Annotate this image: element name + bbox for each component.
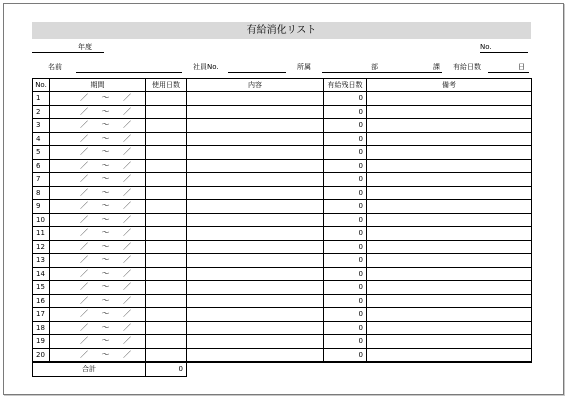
period-slash-start: ／ xyxy=(80,282,88,292)
period-tilde: ～ xyxy=(101,174,110,184)
row-notes-cell[interactable] xyxy=(367,335,532,349)
row-period-cell[interactable] xyxy=(50,267,146,281)
period-slash-start: ／ xyxy=(80,106,88,116)
department-label: 所属 xyxy=(297,63,311,71)
row-no: 18 xyxy=(33,321,50,335)
row-content-cell[interactable] xyxy=(187,321,324,335)
total-row xyxy=(33,362,532,376)
row-remaining-cell: 0 xyxy=(324,321,367,335)
row-notes-cell[interactable] xyxy=(367,105,532,119)
period-tilde: ～ xyxy=(101,133,110,143)
name-underline xyxy=(76,72,182,73)
row-remaining-cell: 0 xyxy=(324,267,367,281)
row-days-used-cell[interactable] xyxy=(146,173,187,187)
row-remaining-cell: 0 xyxy=(324,92,367,106)
row-no: 15 xyxy=(33,281,50,295)
row-notes-cell[interactable] xyxy=(367,281,532,295)
period-slash-end: ／ xyxy=(123,133,131,143)
row-content-cell[interactable] xyxy=(187,348,324,362)
period-slash-end: ／ xyxy=(123,255,131,265)
total-value: 0 xyxy=(146,362,187,376)
row-no: 13 xyxy=(33,254,50,268)
row-no: 3 xyxy=(33,119,50,133)
paid-days-underline xyxy=(488,72,529,73)
employee-no-label: 社員No. xyxy=(193,63,219,71)
row-remaining-cell: 0 xyxy=(324,240,367,254)
ka-label: 課 xyxy=(433,63,440,71)
row-period-cell[interactable] xyxy=(50,119,146,133)
period-tilde: ～ xyxy=(101,295,110,305)
table-row xyxy=(33,132,532,146)
period-tilde: ～ xyxy=(101,120,110,130)
row-no: 5 xyxy=(33,146,50,160)
row-no: 19 xyxy=(33,335,50,349)
period-tilde: ～ xyxy=(101,268,110,278)
row-content-cell[interactable] xyxy=(187,173,324,187)
row-remaining-cell: 0 xyxy=(324,146,367,160)
row-notes-cell[interactable] xyxy=(367,119,532,133)
row-period-cell[interactable] xyxy=(50,146,146,160)
row-period-cell[interactable] xyxy=(50,159,146,173)
row-notes-cell[interactable] xyxy=(367,159,532,173)
leave-list-table xyxy=(32,78,532,377)
period-tilde: ～ xyxy=(101,160,110,170)
period-slash-end: ／ xyxy=(123,187,131,197)
table-row xyxy=(33,119,532,133)
table-row xyxy=(33,254,532,268)
table-row xyxy=(33,227,532,241)
period-slash-end: ／ xyxy=(123,322,131,332)
period-slash-end: ／ xyxy=(123,120,131,130)
row-remaining-cell: 0 xyxy=(324,186,367,200)
table-row xyxy=(33,281,532,295)
table-header-row xyxy=(33,79,532,92)
row-no: 17 xyxy=(33,308,50,322)
row-content-cell[interactable] xyxy=(187,281,324,295)
row-period-cell[interactable] xyxy=(50,240,146,254)
period-tilde: ～ xyxy=(101,282,110,292)
row-days-used-cell[interactable] xyxy=(146,105,187,119)
col-content-header: 内容 xyxy=(187,79,324,92)
row-days-used-cell[interactable] xyxy=(146,321,187,335)
row-no: 16 xyxy=(33,294,50,308)
year-underline xyxy=(32,52,104,53)
table-row xyxy=(33,348,532,362)
row-days-used-cell[interactable] xyxy=(146,132,187,146)
table-row xyxy=(33,146,532,160)
row-notes-cell[interactable] xyxy=(367,308,532,322)
period-slash-start: ／ xyxy=(80,322,88,332)
period-slash-start: ／ xyxy=(80,255,88,265)
row-remaining-cell: 0 xyxy=(324,335,367,349)
row-notes-cell[interactable] xyxy=(367,213,532,227)
row-no: 14 xyxy=(33,267,50,281)
row-notes-cell[interactable] xyxy=(367,240,532,254)
row-notes-cell[interactable] xyxy=(367,294,532,308)
row-days-used-cell[interactable] xyxy=(146,348,187,362)
row-days-used-cell[interactable] xyxy=(146,119,187,133)
paid-days-label: 有給日数 xyxy=(453,63,481,71)
period-tilde: ～ xyxy=(101,147,110,157)
period-slash-start: ／ xyxy=(80,187,88,197)
period-tilde: ～ xyxy=(101,214,110,224)
department-underline xyxy=(322,72,442,73)
row-period-cell[interactable] xyxy=(50,348,146,362)
table-row xyxy=(33,186,532,200)
row-period-cell[interactable] xyxy=(50,186,146,200)
row-days-used-cell[interactable] xyxy=(146,186,187,200)
row-remaining-cell: 0 xyxy=(324,348,367,362)
period-slash-start: ／ xyxy=(80,295,88,305)
period-slash-start: ／ xyxy=(80,349,88,359)
row-no: 12 xyxy=(33,240,50,254)
row-days-used-cell[interactable] xyxy=(146,227,187,241)
row-remaining-cell: 0 xyxy=(324,159,367,173)
period-slash-start: ／ xyxy=(80,174,88,184)
col-no-header: No. xyxy=(33,79,50,92)
period-slash-end: ／ xyxy=(123,93,131,103)
no-underline xyxy=(480,52,528,53)
row-content-cell[interactable] xyxy=(187,227,324,241)
row-period-cell[interactable] xyxy=(50,227,146,241)
table-row xyxy=(33,213,532,227)
row-remaining-cell: 0 xyxy=(324,227,367,241)
period-slash-start: ／ xyxy=(80,160,88,170)
period-tilde: ～ xyxy=(101,255,110,265)
row-no: 2 xyxy=(33,105,50,119)
period-slash-start: ／ xyxy=(80,120,88,130)
row-notes-cell[interactable] xyxy=(367,267,532,281)
period-slash-end: ／ xyxy=(123,295,131,305)
row-remaining-cell: 0 xyxy=(324,132,367,146)
row-period-cell[interactable] xyxy=(50,105,146,119)
row-notes-cell[interactable] xyxy=(367,132,532,146)
row-remaining-cell: 0 xyxy=(324,294,367,308)
period-slash-start: ／ xyxy=(80,147,88,157)
row-period-cell[interactable] xyxy=(50,173,146,187)
period-slash-end: ／ xyxy=(123,106,131,116)
row-remaining-cell: 0 xyxy=(324,213,367,227)
row-content-cell[interactable] xyxy=(187,254,324,268)
row-remaining-cell: 0 xyxy=(324,308,367,322)
row-no: 11 xyxy=(33,227,50,241)
row-no: 6 xyxy=(33,159,50,173)
row-days-used-cell[interactable] xyxy=(146,308,187,322)
row-content-cell[interactable] xyxy=(187,119,324,133)
period-tilde: ～ xyxy=(101,106,110,116)
period-slash-start: ／ xyxy=(80,241,88,251)
row-days-used-cell[interactable] xyxy=(146,294,187,308)
row-content-cell[interactable] xyxy=(187,92,324,106)
table-row xyxy=(33,92,532,106)
table-row xyxy=(33,240,532,254)
period-tilde: ～ xyxy=(101,241,110,251)
row-days-used-cell[interactable] xyxy=(146,159,187,173)
year-label: 年度 xyxy=(78,43,92,51)
row-days-used-cell[interactable] xyxy=(146,281,187,295)
period-slash-start: ／ xyxy=(80,93,88,103)
period-slash-end: ／ xyxy=(123,336,131,346)
row-remaining-cell: 0 xyxy=(324,200,367,214)
bu-label: 部 xyxy=(371,63,378,71)
row-notes-cell[interactable] xyxy=(367,92,532,106)
row-content-cell[interactable] xyxy=(187,186,324,200)
period-slash-end: ／ xyxy=(123,241,131,251)
row-days-used-cell[interactable] xyxy=(146,200,187,214)
row-days-used-cell[interactable] xyxy=(146,267,187,281)
row-notes-cell[interactable] xyxy=(367,146,532,160)
row-notes-cell[interactable] xyxy=(367,173,532,187)
no-label: No. xyxy=(480,43,492,51)
table-row xyxy=(33,321,532,335)
table-row xyxy=(33,173,532,187)
table-row xyxy=(33,267,532,281)
row-content-cell[interactable] xyxy=(187,200,324,214)
period-tilde: ～ xyxy=(101,336,110,346)
row-notes-cell[interactable] xyxy=(367,186,532,200)
row-period-cell[interactable] xyxy=(50,200,146,214)
period-slash-end: ／ xyxy=(123,201,131,211)
period-tilde: ～ xyxy=(101,309,110,319)
row-no: 7 xyxy=(33,173,50,187)
period-slash-end: ／ xyxy=(123,309,131,319)
period-slash-start: ／ xyxy=(80,228,88,238)
row-remaining-cell: 0 xyxy=(324,254,367,268)
day-unit-label: 日 xyxy=(518,63,525,71)
table-row xyxy=(33,200,532,214)
period-tilde: ～ xyxy=(101,349,110,359)
col-period-header: 期間 xyxy=(50,79,146,92)
row-period-cell[interactable] xyxy=(50,92,146,106)
period-tilde: ～ xyxy=(101,228,110,238)
row-period-cell[interactable] xyxy=(50,308,146,322)
col-days-used-header: 使用日数 xyxy=(146,79,187,92)
period-tilde: ～ xyxy=(101,93,110,103)
row-notes-cell[interactable] xyxy=(367,200,532,214)
row-days-used-cell[interactable] xyxy=(146,254,187,268)
row-content-cell[interactable] xyxy=(187,240,324,254)
total-label: 合計 xyxy=(33,362,146,376)
name-label: 名前 xyxy=(48,63,62,71)
page-title: 有給消化リスト xyxy=(32,22,531,39)
period-slash-start: ／ xyxy=(80,201,88,211)
row-days-used-cell[interactable] xyxy=(146,213,187,227)
row-content-cell[interactable] xyxy=(187,146,324,160)
total-blank xyxy=(187,362,532,376)
row-period-cell[interactable] xyxy=(50,213,146,227)
row-content-cell[interactable] xyxy=(187,308,324,322)
row-remaining-cell: 0 xyxy=(324,105,367,119)
table-row xyxy=(33,294,532,308)
period-slash-end: ／ xyxy=(123,147,131,157)
period-slash-start: ／ xyxy=(80,214,88,224)
col-remaining-header: 有給残日数 xyxy=(324,79,367,92)
period-slash-end: ／ xyxy=(123,228,131,238)
table-row xyxy=(33,159,532,173)
row-notes-cell[interactable] xyxy=(367,227,532,241)
period-tilde: ～ xyxy=(101,201,110,211)
row-days-used-cell[interactable] xyxy=(146,335,187,349)
table-row xyxy=(33,308,532,322)
row-notes-cell[interactable] xyxy=(367,348,532,362)
period-slash-end: ／ xyxy=(123,160,131,170)
row-period-cell[interactable] xyxy=(50,294,146,308)
period-slash-end: ／ xyxy=(123,268,131,278)
row-content-cell[interactable] xyxy=(187,267,324,281)
period-slash-end: ／ xyxy=(123,349,131,359)
row-period-cell[interactable] xyxy=(50,321,146,335)
row-no: 9 xyxy=(33,200,50,214)
row-no: 10 xyxy=(33,213,50,227)
row-days-used-cell[interactable] xyxy=(146,240,187,254)
period-slash-end: ／ xyxy=(123,214,131,224)
row-period-cell[interactable] xyxy=(50,335,146,349)
period-tilde: ～ xyxy=(101,187,110,197)
row-remaining-cell: 0 xyxy=(324,119,367,133)
row-content-cell[interactable] xyxy=(187,213,324,227)
period-slash-start: ／ xyxy=(80,309,88,319)
period-slash-start: ／ xyxy=(80,336,88,346)
row-no: 1 xyxy=(33,92,50,106)
table-row xyxy=(33,335,532,349)
row-remaining-cell: 0 xyxy=(324,281,367,295)
row-period-cell[interactable] xyxy=(50,281,146,295)
col-notes-header: 備考 xyxy=(367,79,532,92)
row-no: 8 xyxy=(33,186,50,200)
row-no: 4 xyxy=(33,132,50,146)
row-content-cell[interactable] xyxy=(187,105,324,119)
period-slash-end: ／ xyxy=(123,174,131,184)
row-no: 20 xyxy=(33,348,50,362)
row-remaining-cell: 0 xyxy=(324,173,367,187)
period-slash-end: ／ xyxy=(123,282,131,292)
row-days-used-cell[interactable] xyxy=(146,92,187,106)
row-content-cell[interactable] xyxy=(187,132,324,146)
table-row xyxy=(33,105,532,119)
row-notes-cell[interactable] xyxy=(367,254,532,268)
period-slash-start: ／ xyxy=(80,133,88,143)
row-content-cell[interactable] xyxy=(187,335,324,349)
row-content-cell[interactable] xyxy=(187,294,324,308)
row-days-used-cell[interactable] xyxy=(146,146,187,160)
row-notes-cell[interactable] xyxy=(367,321,532,335)
row-period-cell[interactable] xyxy=(50,254,146,268)
row-content-cell[interactable] xyxy=(187,159,324,173)
period-tilde: ～ xyxy=(101,322,110,332)
period-slash-start: ／ xyxy=(80,268,88,278)
row-period-cell[interactable] xyxy=(50,132,146,146)
employee-no-underline xyxy=(228,72,286,73)
